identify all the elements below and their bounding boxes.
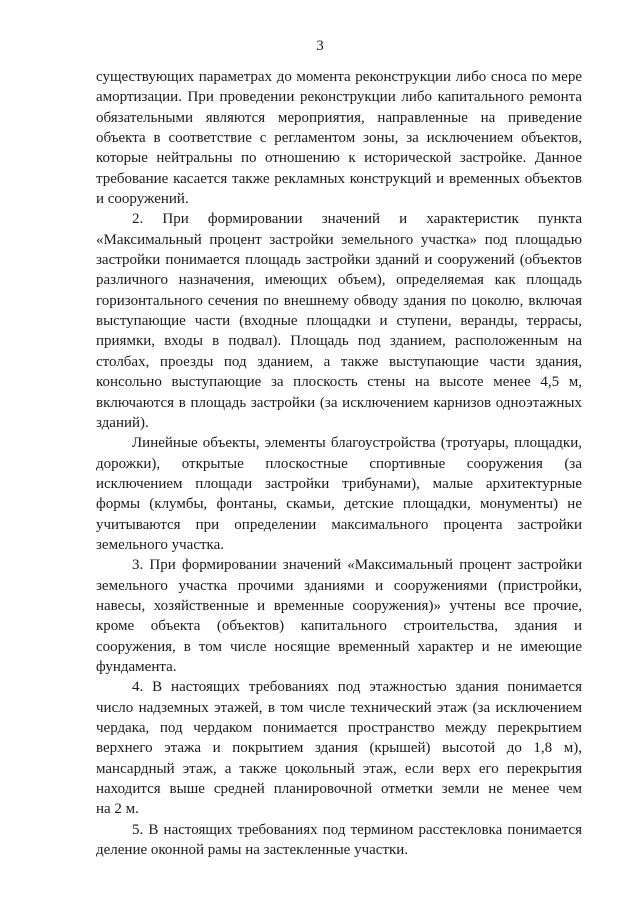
text-line: различного назначения, имеющих объем), определяемая как площадь (96, 272, 582, 289)
paragraph (96, 555, 582, 677)
text-line: объекта в соответствие с регламентом зоны, за исключением объектов, (96, 130, 582, 147)
text-line: верхнего этажа и покрытием здания (крышей) высотой до 1,8 м), (96, 740, 582, 757)
text-line: чердака, под чердаком понимается пространство между перекрытием (96, 720, 582, 736)
paragraph (96, 433, 582, 555)
text-line: мансардный этаж, а также цокольный этаж, если верх его перекрытия (96, 760, 582, 777)
text-line: амортизации. При проведении реконструкции либо капитального ремонта (96, 89, 582, 106)
text-line: земельного участка прочими зданиями и сооружениями (пристройки, (96, 577, 582, 594)
page-number: 3 (316, 38, 324, 54)
paragraph (96, 67, 582, 209)
text-line: приямки, входы в подвал). Площадь под зданием, расположенным на (96, 333, 582, 350)
paragraph (96, 209, 582, 433)
text-line: застройки понимается площадь застройки зданий и сооружений (объектов (96, 252, 582, 269)
text-line: фундамента. (96, 658, 177, 675)
text-line: 3. При формировании значений «Максимальный процент застройки (132, 557, 582, 574)
text-line: дорожки), открытые плоскостные спортивные сооружения (за (96, 455, 582, 472)
text-line: 4. В настоящих требованиях под этажностью здания понимается (132, 679, 582, 696)
text-line: «Максимальный процент застройки земельного участка» под площадью (96, 231, 582, 248)
text-line: сооружения, в том числе носящие временный характер и не имеющие (96, 638, 582, 655)
text-line: включаются в площадь застройки (за исключением карнизов одноэтажных (96, 394, 582, 411)
text-line: которые нейтральны по отношению к исторической застройке. Данное (96, 150, 582, 167)
text-line: консольно выступающие за плоскость стены на высоте менее 4,5 м, (96, 374, 582, 391)
paragraph (96, 820, 582, 861)
text-line: 5. В настоящих требованиях под термином расстекловка понимается (132, 821, 582, 838)
text-line: и сооружений. (96, 191, 189, 208)
document-body (96, 67, 582, 860)
text-line: на 2 м. (96, 801, 139, 818)
text-line: зданий). (96, 414, 149, 431)
text-line: Линейные объекты, элементы благоустройства (тротуары, площадки, (132, 435, 582, 452)
text-line: навесы, хозяйственные и временные сооружения)» учтены все прочие, (96, 597, 582, 614)
text-line: исключением площади застройки трибунами), малые архитектурные (96, 475, 582, 492)
text-line: столбах, проезды под зданием, а также выступающие части здания, (96, 353, 582, 370)
paragraph (96, 677, 582, 819)
text-line: земельного участка. (96, 536, 224, 553)
text-line: число надземных этажей, в том числе технический этаж (за исключением (96, 699, 582, 716)
text-line: формы (клумбы, фонтаны, скамьи, детские площадки, монументы) не (96, 496, 582, 513)
text-line: 2. При формировании значений и характеристик пункта (132, 211, 582, 228)
text-line: находится выше средней планировочной отметки земли не менее чем (96, 781, 582, 798)
text-line: деление оконной рамы на застекленные участки. (96, 842, 409, 859)
text-line: учитываются при определении максимального процента застройки (96, 516, 582, 533)
text-line: существующих параметрах до момента реконструкции либо сноса по мере (96, 69, 582, 85)
text-line: кроме объекта (объектов) капитального строительства, здания и (96, 618, 582, 635)
text-line: требование касается также рекламных конструкций и временных объектов (96, 170, 582, 187)
text-line: горизонтального сечения по внешнему обводу здания по цоколю, включая (96, 292, 582, 309)
text-line: выступающие части (входные площадки и ступени, веранды, террасы, (96, 313, 582, 330)
text-line: обязательными являются мероприятия, направленные на приведение (96, 109, 582, 126)
